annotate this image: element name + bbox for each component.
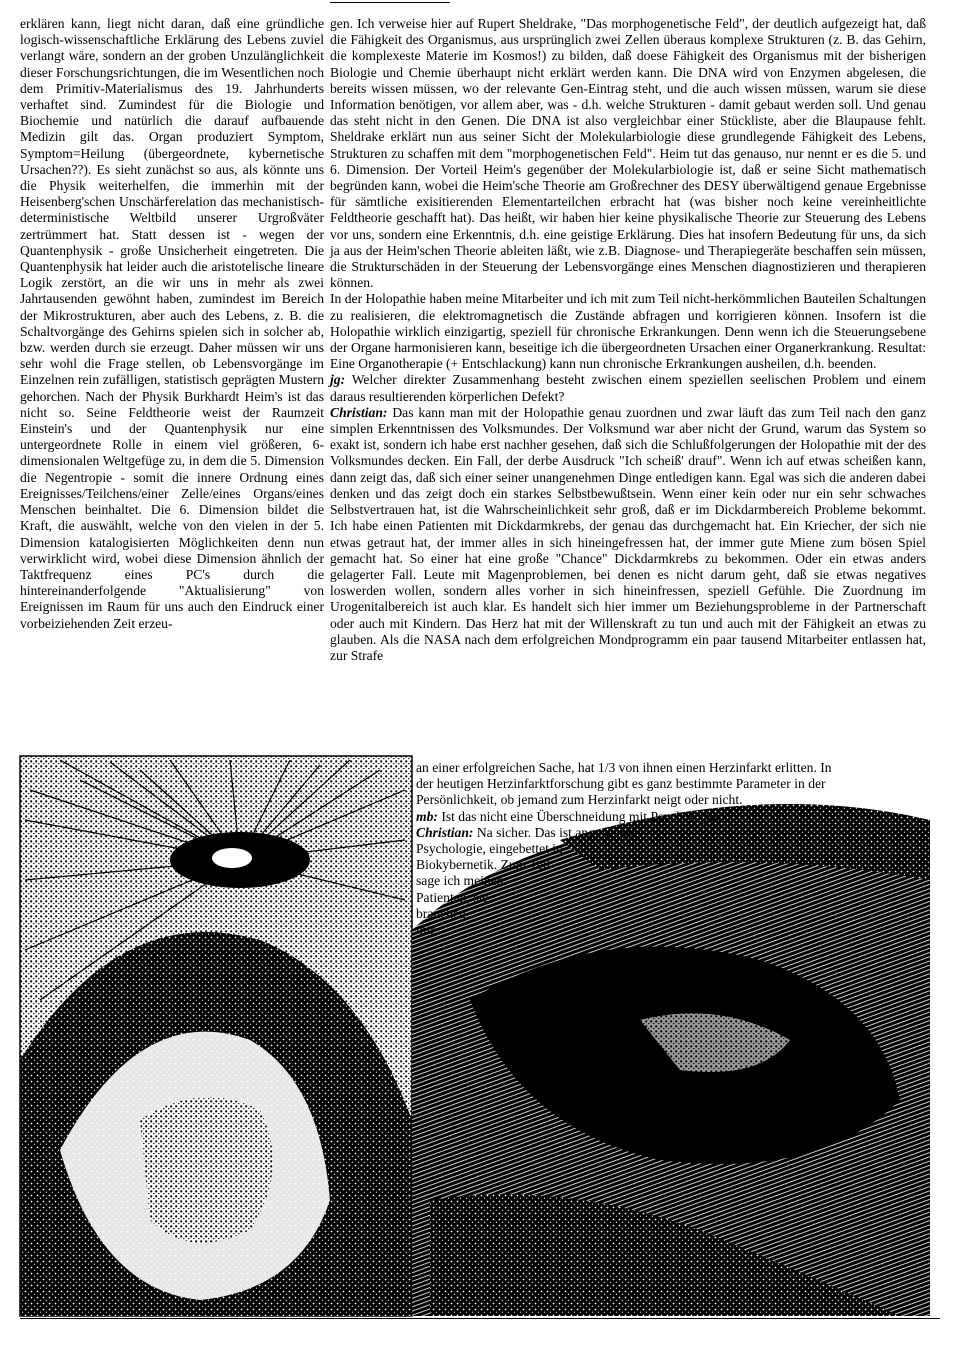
article-left-column xyxy=(20,16,324,632)
paragraph xyxy=(330,16,926,291)
text-line xyxy=(416,841,926,857)
line-text: Na sicher. Das ist angewandte xyxy=(476,824,641,840)
text-line xyxy=(416,873,926,889)
photo-left-panel xyxy=(20,756,412,1316)
paragraph: erklären kann, liegt nicht daran, daß eine gründliche logisch-wissenschaftliche Erklärung des Lebens zuviel verlangt wäre, sondern an der groben Unzulänglichkeit dieser Forschungsrichtungen, die im Wesentlichen noch dem Primitiv-Materialismus des 19. Jahrhunderts verhaftet sind. Zumindest für die Biologie und Biochemie und natürlich die darauf aufbauende Medizin gilt das. Organ produziert Symptom, Symptom=Heilung (übergeordnete, kybernetische Ursachen??). Es sieht zunächst so aus, als könnte uns die Physik weiterhelfen, die immerhin mit der Heisenberg'schen Unschärferelation das mechanistisch-deterministische Weltbild unserer Urgroßväter zertrümmert hat. Statt dessen ist - wegen der Quantenphysik - große Unsicherheit eingetreten. Die Quantenphysik hat leider auch die aristotelische lineare Logik zerstört, an die wir uns in mehr als zwei Jahrtausenden gewöhnt haben, zumindest im Bereich der Mikrostrukturen, aber auch des Lebens, z. B. die Schaltvorgänge des Gehirns spielen sich in solcher ab, bzw. werden durch sie erzeugt. Daher müssen wir uns sehr wohl die Frage stellen, ob Lebensvorgänge im Einzelnen rein zufälligen, statistisch geprägten Mustern gehorchen. Nach der Physik Burkhardt Heim's ist das nicht so. Seine Feldtheorie weist der Raumzeit Einstein's und der Quantenphysik nur eine untergeordnete Rolle in einem viel größeren, 6-dimensionalen Weltgefüge zu, in dem die 5. Dimension die Negentropie - somit die innere Ordnung eines Ereignisses/Teilchens/einer Zelle/eines Organs/eines Menschen beinhaltet. Die 6. Dimension bildet die Kraft, die auswählt, welche von den vielen in der 5. Dimension katalogisierten Möglichkeiten denn nun verwirklicht wird, wobei diese Dimension ähnlich der Taktfrequenz eines PC's durch die hintereinanderfolgende "Aktualisierung" von Ereignissen im Raum für uns auch den Eindruck einer vorbeiziehenden Zeit erzeu- xyxy=(20,16,324,631)
paragraph-text: Welcher direkter Zusammenhang besteht zwischen einem speziellen seelischen Problem und einem daraus resultierenden körperlichen Defekt? xyxy=(330,372,927,404)
speaker-label: jg: xyxy=(330,372,346,388)
line-text: sage ich meinen xyxy=(416,873,504,889)
bottom-rule xyxy=(20,1318,940,1319)
line-text: Ist das nicht eine Überschneidung mit Psychologie? xyxy=(441,808,723,824)
text-line xyxy=(416,776,926,792)
text-line xyxy=(416,760,926,776)
line-text: Persönlichkeit, ob jemand zum Herzinfarkt neigt oder nicht. xyxy=(416,792,743,808)
interview-answer xyxy=(330,405,926,664)
speaker-label: Christian: xyxy=(330,404,388,420)
article-right-column xyxy=(330,16,926,664)
text-line xyxy=(416,809,926,825)
wrapped-text-block xyxy=(416,760,926,938)
speaker-label: Christian: xyxy=(416,824,474,840)
paragraph-text: Das kann man mit der Holopathie genau zuordnen und zwar läuft das zum Teil nach den ganz simplen Erkenntnissen des Volksmundes. Der Volksmund war aber nicht der Grund, warum das System so exakt ist, sondern ich habe erst nachher gesehen, daß sich die Schlußfolgerungen der Holopathie mit der des Volksmundes decken. Ein Fall, der derbe Ausdruck "Ich scheiß' drauf". Wenn ich auf etwas scheißen kann, dann zeigt das, daß sich einer seiner unangenehmen Dinge entledigen kann. Egal was sich die anderen dabei denken und das zeigt doch ein starkes Selbstbewußtsein. Wenn einer kein oder nur ein sehr schwaches Selbstvertrauen hat, ist die Wahrscheinlichkeit sehr groß, daß er im Dickdarmbereich Probleme bekommt. Ich habe einen Patienten mit Dickdarmkrebs, der genau das durchgemacht hat. Ein Kriecher, der sich nie etwas getraut hat, der immer alles in sich hineingefressen hat, der immer gute Miene zum bösen Spiel gemacht hat. So einer hat eine große "Chance" Dickdarmkrebs zu bekommen. Oder ein etwas anders gelagerter Fall. Leute mit Magenproblemen, bei denen es nicht darum geht, daß sie etwas negatives loswerden wollen, sondern alles vorher in sich hineinfressen, speziell Gefühle. Die Zuordnung im Urogenitalbereich ist auch klar. Es handelt sich hier immer um Beziehungsprobleme in der Partnerschaft oder auch mit Kindern. Das Herz hat mit der Willenskraft zu tun und auch mit der Fähigkeit an etwas zu glauben. Als die NASA nach dem erfolgreichen Mondprogramm ein paar tausend Mitarbeiter entlassen hat, zur Strafe xyxy=(330,404,926,663)
line-text: Psychologie, eingebettet in xyxy=(416,841,563,857)
line-text: Patienten, sie xyxy=(416,889,489,905)
line-text: brauchen xyxy=(416,905,466,921)
interview-question xyxy=(330,372,926,404)
speaker-label: mb: xyxy=(416,808,438,824)
top-rule xyxy=(330,2,450,3)
text-line xyxy=(416,825,926,841)
text-line xyxy=(416,890,926,906)
line-text: mir xyxy=(416,922,435,938)
text-line xyxy=(416,922,926,938)
text-line xyxy=(416,792,926,808)
text-line xyxy=(416,857,926,873)
line-text: Biokybernetik. Zum Teil xyxy=(416,857,551,873)
line-text: der heutigen Herzinfarktforschung gibt es ganz bestimmte Parameter in der xyxy=(416,776,826,792)
paragraph-text: gen. Ich verweise hier auf Rupert Sheldrake, "Das morphogenetische Feld", der deutlich aufgezeigt hat, daß die Fähigkeit des Organismus, aus ursprünglich zwei Zellen überaus komplexe Strukturen (z. B. das Gehirn, die komplexeste Materie im Kosmos!) zu bilden, daß doese Fähigkeit des Organismus mit der bisherigen Biologie und Chemie überhaupt nicht erklärt werden kann. Die DNA wird von Enzymen abgelesen, die bereits wissen müssen, wo der relevante Gen-Eintrag steht, und die auch wissen müssen, warum sie diese Information benötigen, vor allem aber, was - d.h. welche Strukturen - damit gebaut werden soll. Und genau das steht nicht in den Genen. Die DNA ist also vergleichbar einer Stückliste, aber die Blaupause fehlt. Sheldrake erklärt nun aus seiner Sicht der Molekularbiologie diese grundlegende Fähigkeit des Lebens, Strukturen zu schaffen mit dem "morphogenetischen Feld". Heim tut das genauso, nur nennt er es die 5. und 6. Dimension. Der Vorteil Heim's gegenüber der Molekularbiologie ist, daß er seine Sicht mathematisch begründen kann, wobei die Heim'sche Theorie am Großrechner des DESY überwältigend genaue Ergebnisse für sämtliche exisitierenden Elementarteilchen erbracht hat (was bisher noch keine vereinheitlichte Feldtheorie geschafft hat). Das heißt, wir haben hier keine physikalische Theorie zur Steuerung des Lebens vor uns, sondern eine Erkenntnis, d.h. eine geistige Erklärung. Dies hat insofern Bedeutung für uns, da sich ja aus der Heim'schen Theorie ableiten läßt, wie z.B. Diagnose- und Therapiegeräte beschaffen sein müssen, die Strukturschäden in der Steuerung der Lebensvorgänge eines Menschen diagnostizieren und therapieren können. xyxy=(330,16,926,291)
text-line xyxy=(416,906,926,922)
paragraph-text: In der Holopathie haben meine Mitarbeiter und ich mit zum Teil nicht-herkömmlichen Bauteilen Schaltungen zu realisieren, die elektromagnetisch die Zustände abfragen und korrigieren können. Insofern ist die Holopathie wirklich einzigartig, speziell für chronische Erkrankungen. Denn wenn ich die Steuerungsebene der Organe harmonisieren kann, beseitige ich die übergeordneten Ursachen einer Organerkrankung. Resultat: Eine Organotherapie (+ Entschlackung) kann nun chronische Erkrankungen ausheilen, d.h. beenden. xyxy=(330,291,926,372)
line-text: an einer erfolgreichen Sache, hat 1/3 von ihnen einen Herzinfarkt erlitten. In xyxy=(416,760,832,775)
paragraph xyxy=(330,291,926,372)
